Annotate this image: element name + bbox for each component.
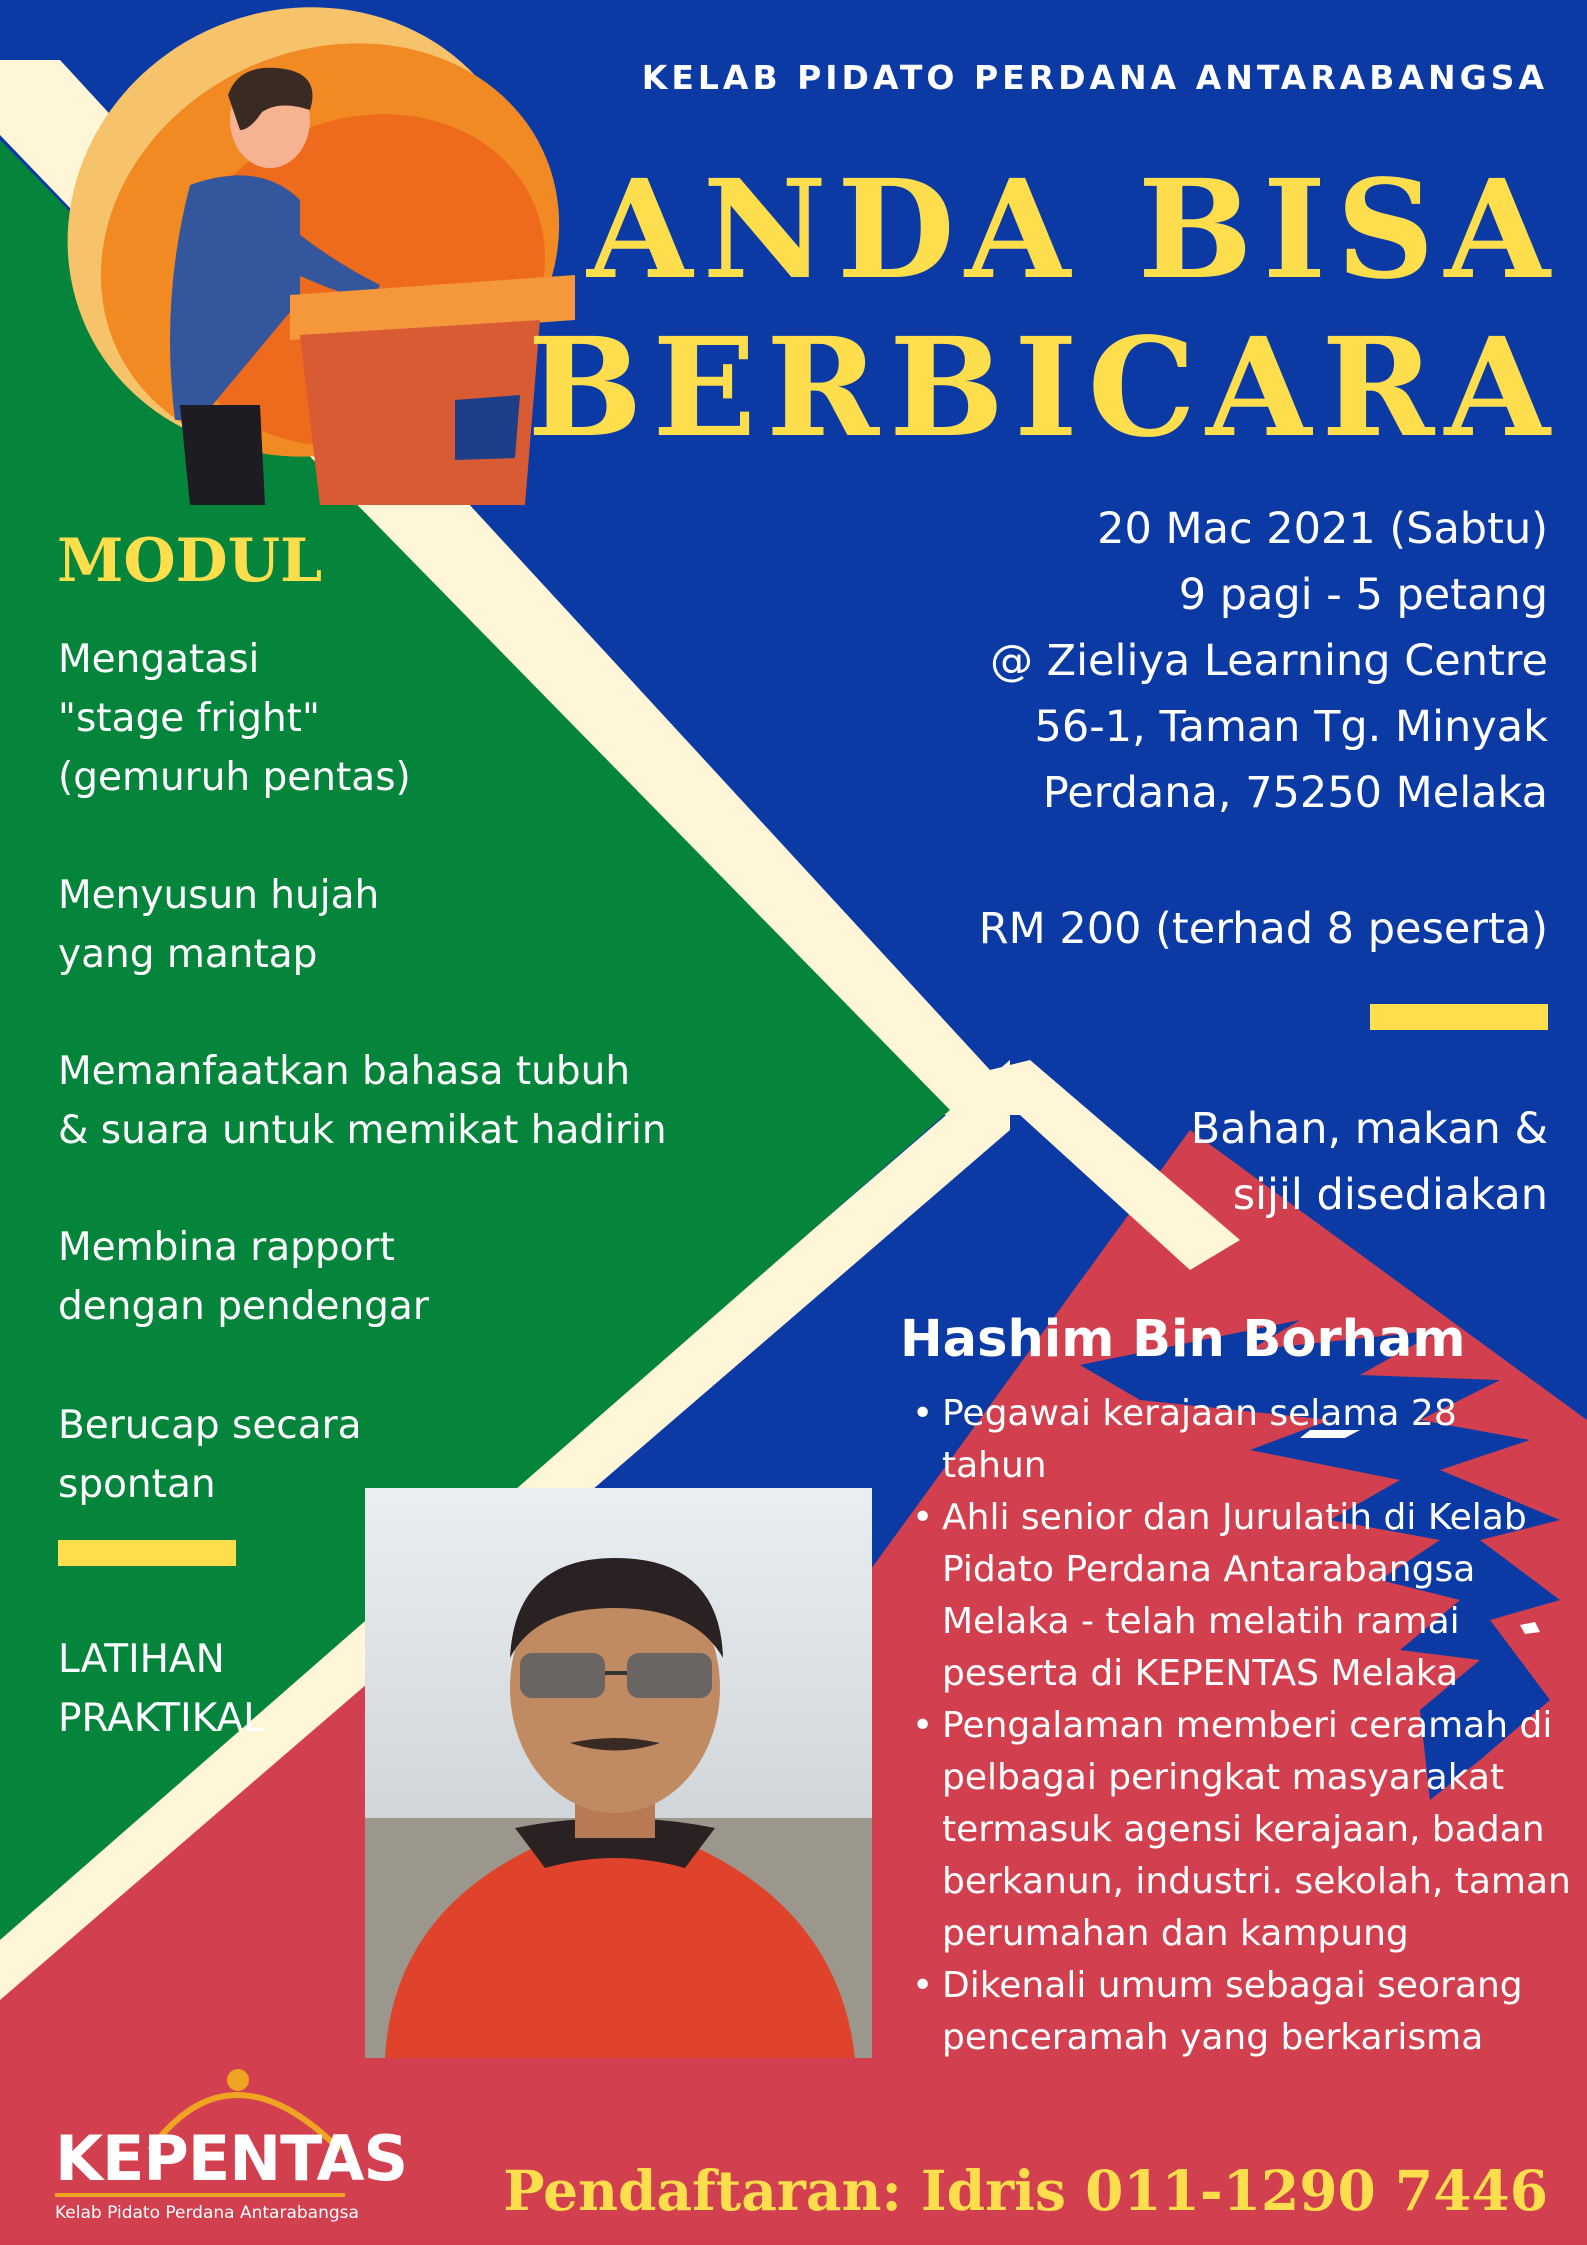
speaker-bio-item-1: • Pegawai kerajaan selama 28 tahun (912, 1388, 1572, 1492)
modul-item-2: Menyusun hujah yang mantap (58, 873, 380, 977)
speaker-bio-item-3: • Pengalaman memberi ceramah di pelbagai peringkat masyarakat termasuk agensi kerajaan, badan berkanun, industri. sekolah, taman perumahan dan kampung (912, 1700, 1572, 1960)
event-provided-line-2: sijil disediakan (1232, 1170, 1548, 1220)
event-venue: @ Zieliya Learning Centre (989, 636, 1548, 686)
speaker-photo (365, 1488, 872, 2058)
modul-item-4: Membina rapport dengan pendengar (58, 1225, 429, 1329)
modul-heading: MODUL (57, 526, 323, 596)
event-time: 9 pagi - 5 petang (1178, 570, 1548, 620)
yellow-divider-right (1370, 1004, 1548, 1030)
organizer-name: KELAB PIDATO PERDANA ANTARABANGSA (641, 58, 1548, 97)
event-provided-line-1: Bahan, makan & (1190, 1104, 1548, 1154)
title-line-2: BERBICARA (527, 308, 1560, 468)
modul-item-3: Memanfaatkan bahasa tubuh & suara untuk memikat hadirin (58, 1049, 667, 1153)
modul-extra: LATIHAN PRAKTIKAL (58, 1637, 265, 1741)
modul-item-1: Mengatasi "stage fright" (gemuruh pentas) (58, 637, 411, 800)
speaker-bio-item-2: • Ahli senior dan Jurulatih di Kelab Pidato Perdana Antarabangsa Melaka - telah melatih ramai peserta di KEPENTAS Melaka (912, 1492, 1572, 1700)
kepentas-logo-subtitle: Kelab Pidato Perdana Antarabangsa (55, 2203, 359, 2223)
event-address-line-2: Perdana, 75250 Melaka (1042, 768, 1548, 818)
speaker-bio-list (912, 1388, 1572, 2064)
registration-contact: Pendaftaran: Idris 011-1290 7446 (503, 2158, 1548, 2223)
event-address-line-1: 56-1, Taman Tg. Minyak (1034, 702, 1548, 752)
kepentas-logo: KEPENTAS (55, 2122, 408, 2195)
speaker-name: Hashim Bin Borham (900, 1310, 1466, 1369)
event-date: 20 Mac 2021 (Sabtu) (1097, 504, 1548, 554)
title-line-1: ANDA BISA (587, 150, 1560, 310)
modul-item-5: Berucap secara spontan (58, 1403, 362, 1507)
yellow-divider-left (58, 1540, 236, 1566)
speaker-bio-item-4: • Dikenali umum sebagai seorang penceramah yang berkarisma (912, 1960, 1572, 2064)
event-fee: RM 200 (terhad 8 peserta) (978, 904, 1548, 954)
